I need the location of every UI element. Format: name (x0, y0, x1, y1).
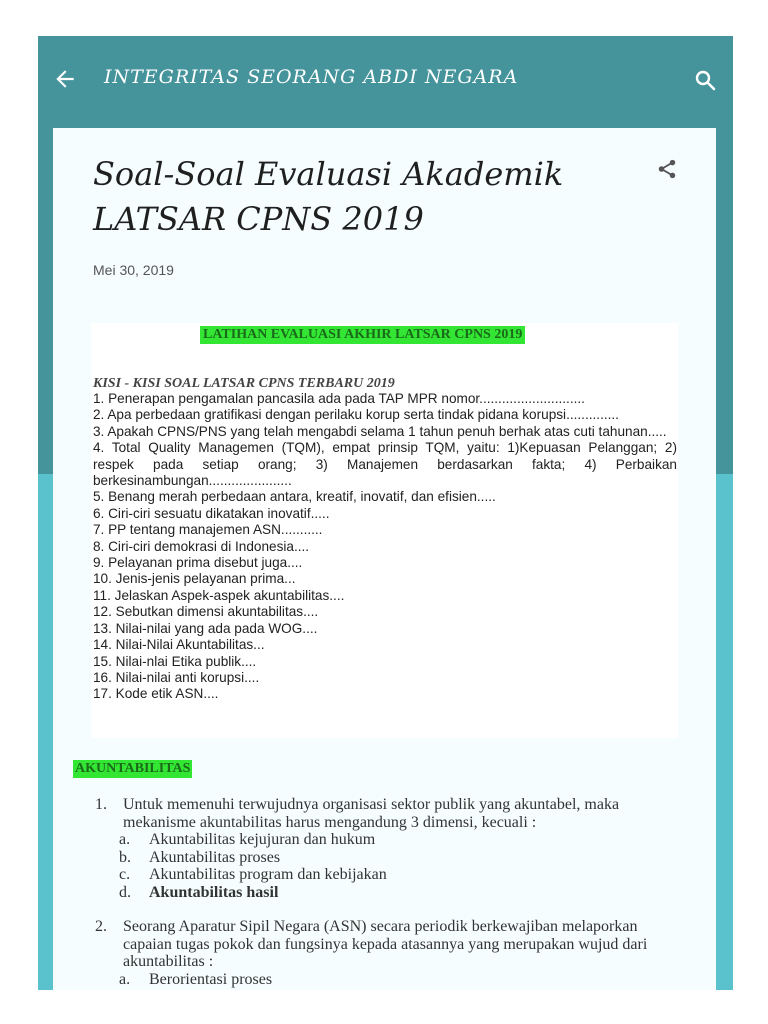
list-item: 15. Nilai-nlai Etika publik.... (93, 653, 257, 669)
app-frame (38, 36, 733, 990)
question-text: Seorang Aparatur Sipil Negara (ASN) secara periodik berkewajiban melaporkan capaian tugas pokok dan fungsinya kepada atasannya yang merupakan wujud dari akuntabilitas : (123, 918, 648, 970)
list-item: 1. Penerapan pengamalan pancasila ada pada TAP MPR nomor............................ (93, 391, 585, 406)
option-text: Akuntabilitas program dan kebijakan (149, 866, 387, 883)
document-box (91, 323, 678, 738)
option-text: Akuntabilitas proses (149, 848, 281, 866)
list-item: 7. PP tentang manajemen ASN........... (93, 522, 323, 538)
share-button[interactable] (656, 158, 678, 180)
option-text: Berorientasi proses (149, 970, 273, 988)
question-number: 1. (95, 796, 107, 813)
list-item: 8. Ciri-ciri demokrasi di Indonesia.... (93, 538, 310, 554)
answer-option (95, 866, 655, 884)
option-letter: d. (119, 883, 131, 901)
option-letter: a. (119, 831, 131, 848)
list-item: 11. Jelaskan Aspek-aspek akuntabilitas.... (93, 587, 345, 603)
question-1 (95, 796, 655, 901)
blog-title[interactable]: INTEGRITAS SEORANG ABDI NEGARA (104, 66, 519, 88)
document-heading: LATIHAN EVALUASI AKHIR LATSAR CPNS 2019 (200, 326, 525, 344)
list-item: 13. Nilai-nilai yang ada pada WOG.... (93, 620, 318, 636)
list-item: 16. Nilai-nilai anti korupsi.... (93, 669, 260, 685)
option-letter: b. (119, 848, 131, 866)
post-date: Mei 30, 2019 (93, 262, 174, 278)
list-item: 6. Ciri-ciri sesuatu dikatakan inovatif..... (93, 505, 330, 521)
list-item: 12. Sebutkan dimensi akuntabilitas.... (93, 604, 319, 620)
option-letter: c. (119, 866, 131, 883)
question-number: 2. (95, 918, 107, 935)
share-icon (656, 158, 678, 180)
back-button[interactable] (52, 66, 78, 92)
question-2 (95, 918, 655, 988)
search-button[interactable] (693, 68, 717, 92)
list-item: 5. Benang merah perbedaan antara, kreatif, inovatif, dan efisien..... (93, 489, 496, 505)
list-item: 17. Kode etik ASN.... (93, 686, 219, 702)
answer-option (95, 971, 655, 989)
list-item: 4. Total Quality Managemen (TQM), empat prinsip TQM, yaitu: 1)Kepuasan Pelanggan; 2) respek pada setiap orang; 3) Manajemen berdasarkan fakta; 4) Perbaikan berkesinambungan...................... (93, 440, 677, 489)
kisi-list (93, 391, 677, 703)
list-item: 14. Nilai-Nilai Akuntabilitas... (93, 637, 265, 653)
search-icon (693, 68, 717, 92)
top-bar (38, 36, 733, 126)
list-item: 2. Apa perbedaan gratifikasi dengan perilaku korup serta tindak pidana korupsi.............. (93, 407, 619, 423)
post-card (53, 128, 716, 990)
answer-option (95, 831, 655, 849)
list-item: 10. Jenis-jenis pelayanan prima... (93, 571, 296, 587)
list-item: 9. Pelayanan prima disebut juga.... (93, 555, 303, 571)
section-label: AKUNTABILITAS (75, 761, 191, 776)
question-text: Untuk memenuhi terwujudnya organisasi sektor publik yang akuntabel, maka mekanisme akuntabilitas harus mengandung 3 dimensi, kecuali : (123, 796, 620, 831)
answer-option (95, 884, 655, 902)
option-text: Akuntabilitas hasil (149, 883, 279, 901)
arrow-left-icon (52, 66, 78, 92)
option-letter: a. (119, 970, 131, 988)
option-text: Akuntabilitas kejujuran dan hukum (149, 831, 376, 848)
kisi-title: KISI - KISI SOAL LATSAR CPNS TERBARU 2019 (93, 376, 395, 391)
post-title: Soal-Soal Evaluasi Akademik LATSAR CPNS 2019 (93, 155, 564, 238)
answer-option (95, 849, 655, 867)
list-item: 3. Apakah CPNS/PNS yang telah mengabdi selama 1 tahun penuh berhak atas cuti tahunan..... (93, 423, 667, 439)
